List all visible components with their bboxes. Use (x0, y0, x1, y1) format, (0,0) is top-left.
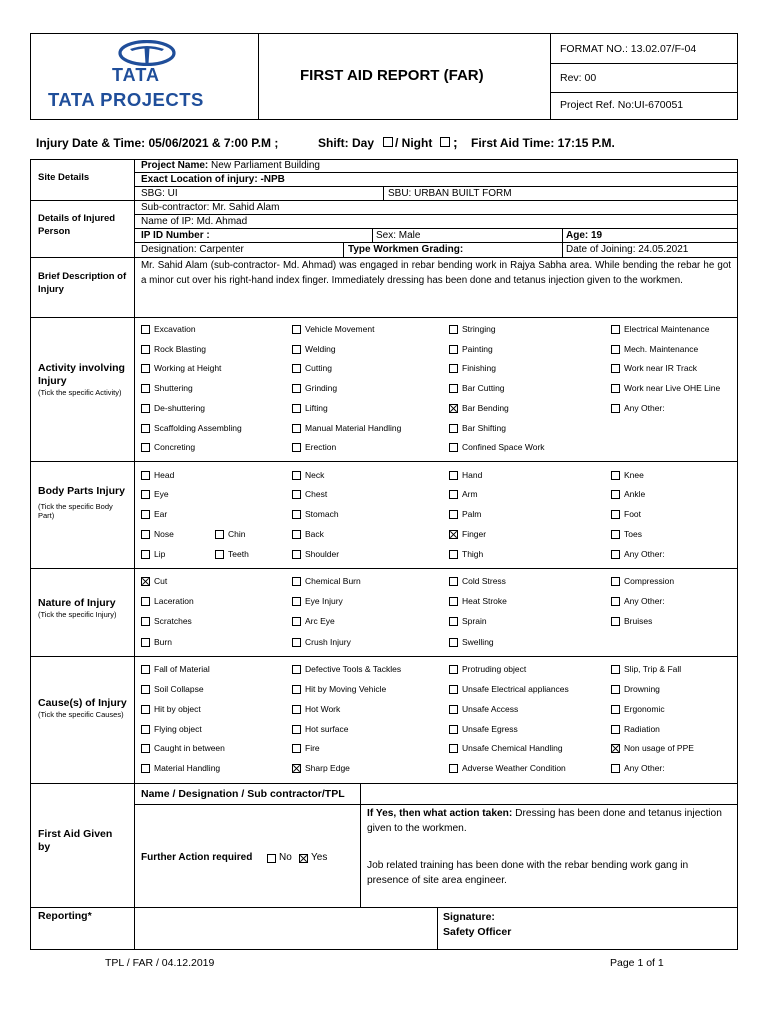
unsafe-egress-checkbox[interactable] (449, 725, 458, 734)
defective-tools-tackles-label: Defective Tools & Tackles (305, 664, 402, 674)
divider (30, 656, 738, 657)
ergonomic-label: Ergonomic (624, 704, 665, 714)
shift-label: Shift: Day (318, 136, 375, 150)
any-other-checkbox[interactable] (611, 550, 620, 559)
brand-name: TATA (112, 65, 160, 85)
electrical-maintenance-label: Electrical Maintenance (624, 324, 710, 334)
chin-checkbox[interactable] (215, 530, 224, 539)
further-action-yes-label: Yes (311, 852, 328, 863)
lifting-checkbox[interactable] (292, 404, 301, 413)
hit-by-object-label: Hit by object (154, 704, 201, 714)
format-no: FORMAT NO.: 13.02.07/F-04 (560, 43, 697, 55)
compression-label: Compression (624, 576, 675, 586)
cutting-label: Cutting (305, 363, 332, 373)
section-first-aid: First Aid Given by (38, 828, 113, 853)
ear-checkbox[interactable] (141, 510, 150, 519)
painting-checkbox[interactable] (449, 345, 458, 354)
scaffolding-assembling-checkbox[interactable] (141, 424, 150, 433)
shoulder-checkbox[interactable] (292, 550, 301, 559)
causes-title: Cause(s) of Injury (38, 697, 127, 709)
finishing-checkbox[interactable] (449, 364, 458, 373)
divider (134, 172, 738, 173)
adverse-weather-condition-label: Adverse Weather Condition (462, 763, 566, 773)
arc-eye-label: Arc Eye (305, 616, 335, 626)
injury-location: Exact Location of injury: -NPB (141, 174, 285, 185)
laceration-label: Laceration (154, 596, 194, 606)
working-at-height-checkbox[interactable] (141, 364, 150, 373)
unsafe-chemical-handling-label: Unsafe Chemical Handling (462, 743, 563, 753)
teeth-label: Teeth (228, 549, 249, 559)
neck-checkbox[interactable] (292, 471, 301, 480)
teeth-checkbox[interactable] (215, 550, 224, 559)
eye-checkbox[interactable] (141, 490, 150, 499)
bar-bending-label: Bar Bending (462, 403, 509, 413)
unsafe-egress-label: Unsafe Egress (462, 724, 518, 734)
divider (134, 804, 738, 805)
toes-label: Toes (624, 529, 642, 539)
sex: Sex: Male (376, 230, 421, 241)
knee-label: Knee (624, 470, 644, 480)
work-near-live-ohe-line-label: Work near Live OHE Line (624, 383, 721, 393)
rock-blasting-checkbox[interactable] (141, 345, 150, 354)
activity-hint: (Tick the specific Activity) (38, 388, 122, 397)
subcontractor: Sub-contractor: Mr. Sahid Alam (141, 202, 280, 213)
protruding-object-label: Protruding object (462, 664, 527, 674)
head-checkbox[interactable] (141, 471, 150, 480)
work-near-live-ohe-line-checkbox[interactable] (611, 384, 620, 393)
crush-injury-label: Crush Injury (305, 637, 351, 647)
hit-by-moving-vehicle-checkbox[interactable] (292, 685, 301, 694)
divider (550, 92, 738, 93)
nature-title: Nature of Injury (38, 597, 116, 609)
bar-shifting-checkbox[interactable] (449, 424, 458, 433)
hot-work-label: Hot Work (305, 704, 341, 714)
tata-logo-icon (118, 40, 176, 66)
any-other-label: Any Other: (624, 596, 665, 606)
any-other-checkbox[interactable] (611, 597, 620, 606)
sharp-edge-label: Sharp Edge (305, 763, 350, 773)
project-name-value: New Parliament Building (211, 160, 320, 171)
nature-hint: (Tick the specific Injury) (38, 610, 117, 619)
bruises-checkbox[interactable] (611, 617, 620, 626)
safety-officer-label: Safety Officer (443, 926, 512, 938)
finger-checkbox[interactable] (449, 530, 458, 539)
material-handling-checkbox[interactable] (141, 764, 150, 773)
ear-label: Ear (154, 509, 168, 519)
de-shuttering-checkbox[interactable] (141, 404, 150, 413)
unsafe-electrical-appliances-checkbox[interactable] (449, 685, 458, 694)
concreting-label: Concreting (154, 442, 196, 452)
further-action-label: Further Action required (141, 852, 253, 863)
vehicle-movement-label: Vehicle Movement (305, 324, 375, 334)
shuttering-label: Shuttering (154, 383, 193, 393)
flying-object-checkbox[interactable] (141, 725, 150, 734)
swelling-label: Swelling (462, 637, 494, 647)
cold-stress-label: Cold Stress (462, 576, 506, 586)
ip-id: IP ID Number : (141, 230, 210, 241)
heat-stroke-checkbox[interactable] (449, 597, 458, 606)
grinding-checkbox[interactable] (292, 384, 301, 393)
chest-label: Chest (305, 489, 328, 499)
night-label: / Night (395, 136, 433, 150)
lip-checkbox[interactable] (141, 550, 150, 559)
section-nature (38, 597, 132, 619)
ankle-label: Ankle (624, 489, 646, 499)
workmen-grading: Type Workmen Grading: (348, 244, 464, 255)
knee-checkbox[interactable] (611, 471, 620, 480)
bar-cutting-checkbox[interactable] (449, 384, 458, 393)
erection-label: Erection (305, 442, 337, 452)
soil-collapse-checkbox[interactable] (141, 685, 150, 694)
eye-injury-label: Eye Injury (305, 596, 343, 606)
divider (30, 568, 738, 569)
divider (134, 159, 135, 950)
working-at-height-label: Working at Height (154, 363, 222, 373)
training-text: Job related training has been done with the rebar bending work gang in presence of site area engineer. (367, 860, 689, 886)
compression-checkbox[interactable] (611, 577, 620, 586)
any-other-label: Any Other: (624, 403, 665, 413)
hand-label: Hand (462, 470, 483, 480)
finger-label: Finger (462, 529, 487, 539)
cut-checkbox[interactable] (141, 577, 150, 586)
hot-work-checkbox[interactable] (292, 705, 301, 714)
work-near-ir-track-checkbox[interactable] (611, 364, 620, 373)
eye-injury-checkbox[interactable] (292, 597, 301, 606)
divider (30, 461, 738, 462)
section-causes (38, 697, 130, 719)
drowning-checkbox[interactable] (611, 685, 620, 694)
excavation-label: Excavation (154, 324, 196, 334)
divider (30, 783, 738, 784)
arm-label: Arm (462, 489, 478, 499)
any-other-checkbox[interactable] (611, 764, 620, 773)
caught-in-between-checkbox[interactable] (141, 744, 150, 753)
stringing-label: Stringing (462, 324, 496, 334)
confined-space-work-checkbox[interactable] (449, 443, 458, 452)
section-activity (38, 362, 130, 397)
unsafe-access-label: Unsafe Access (462, 704, 519, 714)
divider (437, 907, 438, 950)
section-site-details: Site Details (38, 172, 90, 183)
divider (383, 186, 384, 200)
any-other-label: Any Other: (624, 763, 665, 773)
hit-by-object-checkbox[interactable] (141, 705, 150, 714)
mech-maintenance-label: Mech. Maintenance (624, 344, 699, 354)
finishing-label: Finishing (462, 363, 497, 373)
divider (30, 907, 738, 908)
chest-checkbox[interactable] (292, 490, 301, 499)
fire-label: Fire (305, 743, 320, 753)
ergonomic-checkbox[interactable] (611, 705, 620, 714)
drowning-label: Drowning (624, 684, 660, 694)
sprain-label: Sprain (462, 616, 487, 626)
grinding-label: Grinding (305, 383, 338, 393)
further-action-no-checkbox[interactable] (267, 854, 276, 863)
body-parts-hint: (Tick the specific Body Part) (38, 502, 113, 520)
bar-cutting-label: Bar Cutting (462, 383, 505, 393)
section-injured-person: Details of Injured Person (38, 213, 116, 237)
confined-space-work-label: Confined Space Work (462, 442, 545, 452)
concreting-checkbox[interactable] (141, 443, 150, 452)
injury-date-time: Injury Date & Time: 05/06/2021 & 7:00 P.M ; (36, 136, 279, 150)
welding-checkbox[interactable] (292, 345, 301, 354)
lip-label: Lip (154, 549, 166, 559)
material-handling-label: Material Handling (154, 763, 221, 773)
protruding-object-checkbox[interactable] (449, 665, 458, 674)
defective-tools-tackles-checkbox[interactable] (292, 665, 301, 674)
revision: Rev: 00 (560, 72, 597, 84)
divider (134, 228, 738, 229)
foot-label: Foot (624, 509, 642, 519)
radiation-checkbox[interactable] (611, 725, 620, 734)
cut-label: Cut (154, 576, 168, 586)
soil-collapse-label: Soil Collapse (154, 684, 204, 694)
signature-label: Signature: (443, 911, 495, 923)
back-checkbox[interactable] (292, 530, 301, 539)
stringing-checkbox[interactable] (449, 325, 458, 334)
radiation-label: Radiation (624, 724, 660, 734)
page-title: FIRST AID REPORT (FAR) (300, 67, 484, 84)
scaffolding-assembling-label: Scaffolding Assembling (154, 423, 242, 433)
excavation-checkbox[interactable] (141, 325, 150, 334)
chemical-burn-label: Chemical Burn (305, 576, 361, 586)
manual-material-handling-checkbox[interactable] (292, 424, 301, 433)
arm-checkbox[interactable] (449, 490, 458, 499)
erection-checkbox[interactable] (292, 443, 301, 452)
flying-object-label: Flying object (154, 724, 202, 734)
project-ref: Project Ref. No:UI-670051 (560, 99, 684, 111)
mech-maintenance-checkbox[interactable] (611, 345, 620, 354)
hot-surface-checkbox[interactable] (292, 725, 301, 734)
divider (30, 317, 738, 318)
footer-code: TPL / FAR / 04.12.2019 (105, 957, 215, 969)
laceration-checkbox[interactable] (141, 597, 150, 606)
night-checkbox[interactable] (440, 137, 450, 147)
chin-label: Chin (228, 529, 246, 539)
non-usage-of-ppe-checkbox[interactable] (611, 744, 620, 753)
back-label: Back (305, 529, 324, 539)
shuttering-checkbox[interactable] (141, 384, 150, 393)
stomach-checkbox[interactable] (292, 510, 301, 519)
bar-bending-checkbox[interactable] (449, 404, 458, 413)
chemical-burn-checkbox[interactable] (292, 577, 301, 586)
divider (30, 200, 738, 201)
ankle-checkbox[interactable] (611, 490, 620, 499)
section-reporting: Reporting* (38, 910, 92, 922)
brief-description-text: Mr. Sahid Alam (sub-contractor- Md. Ahmad) was engaged in rebar bending work in Rajya Sabha area. While bending the rebar he got a minor cut over his right-hand index finger. Immediately dressing has been done and tetanus injection given to the workmen. (141, 260, 731, 286)
company-name: TATA PROJECTS (48, 89, 204, 110)
divider (343, 242, 344, 257)
further-action-yes-checkbox[interactable] (299, 854, 308, 863)
burn-checkbox[interactable] (141, 638, 150, 647)
divider (360, 783, 361, 907)
divider (134, 214, 738, 215)
caught-in-between-label: Caught in between (154, 743, 225, 753)
sharp-edge-checkbox[interactable] (292, 764, 301, 773)
nose-checkbox[interactable] (141, 530, 150, 539)
cutting-checkbox[interactable] (292, 364, 301, 373)
divider (134, 186, 738, 187)
unsafe-chemical-handling-checkbox[interactable] (449, 744, 458, 753)
body-parts-title: Body Parts Injury (38, 485, 125, 497)
project-name-label: Project Name: (141, 160, 209, 171)
project-name (141, 160, 320, 172)
burn-label: Burn (154, 637, 172, 647)
section-body-parts (38, 485, 130, 520)
page-number: Page 1 of 1 (610, 957, 664, 969)
stomach-label: Stomach (305, 509, 339, 519)
day-checkbox[interactable] (383, 137, 393, 147)
hit-by-moving-vehicle-label: Hit by Moving Vehicle (305, 684, 387, 694)
adverse-weather-condition-checkbox[interactable] (449, 764, 458, 773)
further-action-no-label: No (279, 852, 292, 863)
vehicle-movement-checkbox[interactable] (292, 325, 301, 334)
palm-label: Palm (462, 509, 482, 519)
manual-material-handling-label: Manual Material Handling (305, 423, 402, 433)
unsafe-access-checkbox[interactable] (449, 705, 458, 714)
divider (258, 33, 259, 120)
any-other-label: Any Other: (624, 549, 665, 559)
any-other-checkbox[interactable] (611, 404, 620, 413)
sbg: SBG: UI (141, 188, 178, 199)
thigh-checkbox[interactable] (449, 550, 458, 559)
separator: ; (453, 134, 458, 150)
action-taken-label: If Yes, then what action taken: (367, 808, 513, 819)
heat-stroke-label: Heat Stroke (462, 596, 507, 606)
toes-checkbox[interactable] (611, 530, 620, 539)
bruises-label: Bruises (624, 616, 653, 626)
sbu: SBU: URBAN BUILT FORM (388, 188, 512, 199)
lifting-label: Lifting (305, 403, 328, 413)
injured-name: Name of IP: Md. Ahmad (141, 216, 248, 227)
non-usage-of-ppe-label: Non usage of PPE (624, 743, 694, 753)
unsafe-electrical-appliances-label: Unsafe Electrical appliances (462, 684, 569, 694)
welding-label: Welding (305, 344, 336, 354)
scratches-label: Scratches (154, 616, 192, 626)
age: Age: 19 (566, 230, 603, 241)
slip-trip-fall-label: Slip, Trip & Fall (624, 664, 682, 674)
first-aid-name-label: Name / Designation / Sub contractor/TPL (141, 788, 345, 800)
divider (550, 33, 551, 120)
first-aid-time: First Aid Time: 17:15 P.M. (471, 136, 615, 150)
swelling-checkbox[interactable] (449, 638, 458, 647)
palm-checkbox[interactable] (449, 510, 458, 519)
divider (562, 228, 563, 257)
thigh-label: Thigh (462, 549, 484, 559)
scratches-checkbox[interactable] (141, 617, 150, 626)
activity-title: Activity involving Injury (38, 362, 125, 387)
rock-blasting-label: Rock Blasting (154, 344, 206, 354)
divider (372, 228, 373, 242)
shoulder-label: Shoulder (305, 549, 340, 559)
neck-label: Neck (305, 470, 325, 480)
fall-of-material-label: Fall of Material (154, 664, 210, 674)
cold-stress-checkbox[interactable] (449, 577, 458, 586)
arc-eye-checkbox[interactable] (292, 617, 301, 626)
foot-checkbox[interactable] (611, 510, 620, 519)
work-near-ir-track-label: Work near IR Track (624, 363, 698, 373)
action-taken (367, 806, 732, 836)
section-brief-description: Brief Description of Injury (38, 271, 127, 295)
hot-surface-label: Hot surface (305, 724, 349, 734)
head-label: Head (154, 470, 175, 480)
painting-label: Painting (462, 344, 493, 354)
crush-injury-checkbox[interactable] (292, 638, 301, 647)
hand-checkbox[interactable] (449, 471, 458, 480)
slip-trip-fall-checkbox[interactable] (611, 665, 620, 674)
nose-label: Nose (154, 529, 174, 539)
designation: Designation: Carpenter (141, 244, 244, 255)
eye-label: Eye (154, 489, 169, 499)
fire-checkbox[interactable] (292, 744, 301, 753)
causes-hint: (Tick the specific Causes) (38, 710, 124, 719)
de-shuttering-label: De-shuttering (154, 403, 206, 413)
divider (134, 242, 738, 243)
sprain-checkbox[interactable] (449, 617, 458, 626)
bar-shifting-label: Bar Shifting (462, 423, 506, 433)
divider (550, 63, 738, 64)
action-taken-text: Dressing has been done and tetanus injection given to the workmen. (367, 808, 722, 834)
electrical-maintenance-checkbox[interactable] (611, 325, 620, 334)
date-of-joining: Date of Joining: 24.05.2021 (566, 244, 689, 255)
fall-of-material-checkbox[interactable] (141, 665, 150, 674)
